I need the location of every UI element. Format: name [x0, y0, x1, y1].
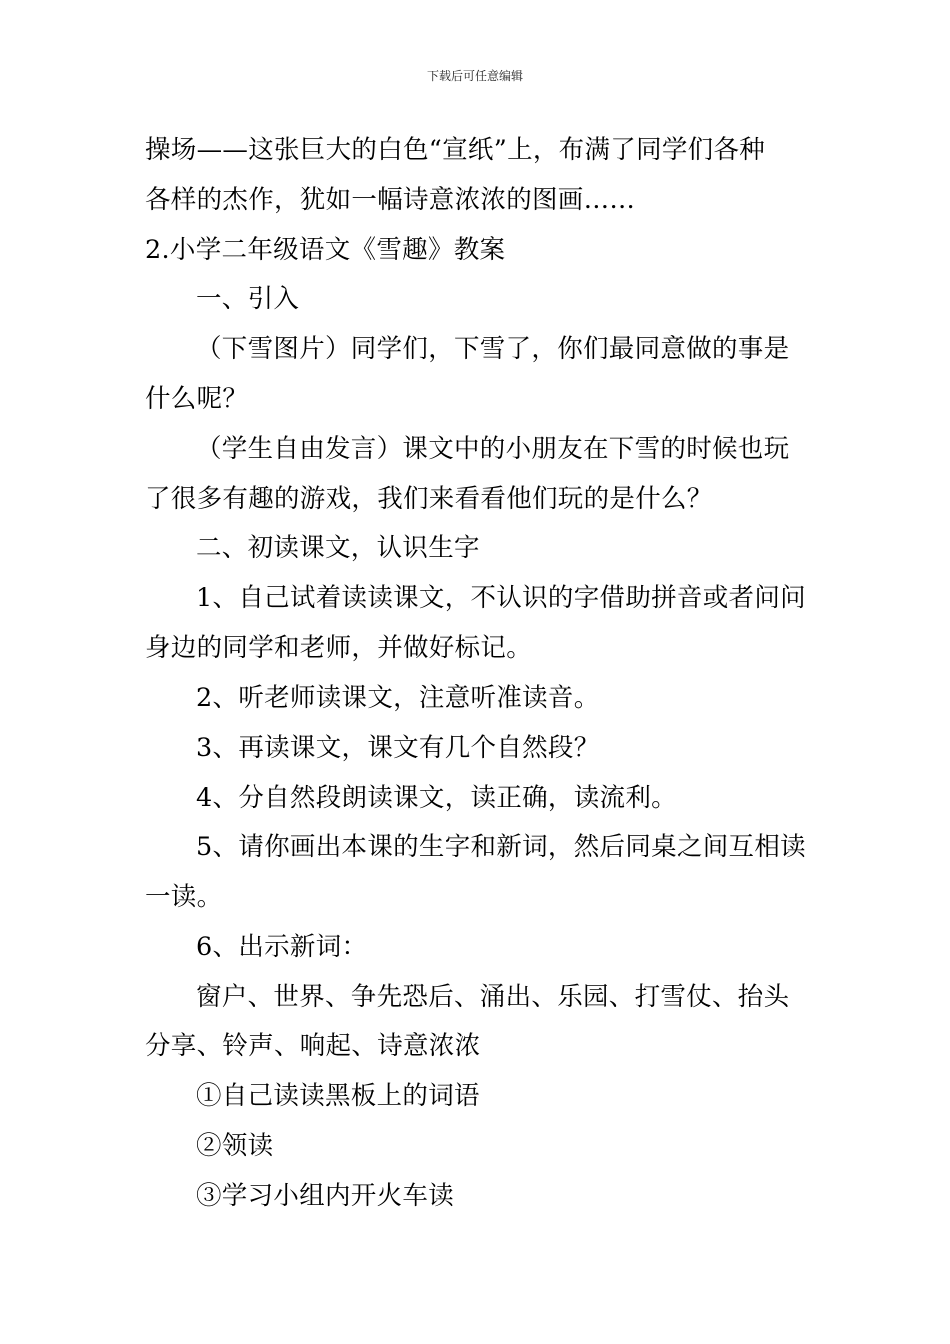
text-line: 什么呢？ [145, 384, 249, 414]
text-line: 2、听老师读课文，注意听准读音。 [196, 683, 600, 713]
list-item: ②领读 [196, 1131, 274, 1161]
text-line: 1、自己试着读读课文，不认识的字借助拼音或者问问 [196, 583, 806, 613]
page-header: 下载后可任意编辑 [426, 69, 523, 83]
text-line: 3、再读课文，课文有几个自然段？ [196, 733, 600, 763]
text-line: 各样的杰作，犹如一幅诗意浓浓的图画…… [145, 185, 636, 215]
text-line: 一读。 [145, 882, 223, 912]
text-line: 身边的同学和老师，并做好标记。 [145, 633, 533, 663]
text-line: 了很多有趣的游戏，我们来看看他们玩的是什么？ [145, 484, 713, 514]
text-line: 5、请你画出本课的生字和新词，然后同桌之间互相读 [196, 832, 806, 862]
list-item: ①自己读读黑板上的词语 [196, 1081, 480, 1111]
section-heading: 一、引入 [196, 284, 300, 314]
word-list: 窗户、世界、争先恐后、涌出、乐园、打雪仗、抬头 [196, 982, 790, 1012]
text-line: 6、出示新词： [196, 932, 368, 962]
text-line: 操场——这张巨大的白色“宣纸”上，布满了同学们各种 [145, 135, 766, 165]
word-list: 分享、铃声、响起、诗意浓浓 [145, 1031, 481, 1061]
text-line: （下雪图片）同学们，下雪了，你们最同意做的事是 [196, 334, 790, 364]
text-line: 4、分自然段朗读课文，读正确，读流利。 [196, 783, 677, 813]
section-heading: 二、初读课文，认识生字 [196, 533, 480, 563]
text-line: （学生自由发言）课文中的小朋友在下雪的时候也玩 [196, 434, 790, 464]
section-title: 2.小学二年级语文《雪趣》教案 [145, 235, 506, 265]
list-item: ③学习小组内开火车读 [196, 1181, 455, 1211]
